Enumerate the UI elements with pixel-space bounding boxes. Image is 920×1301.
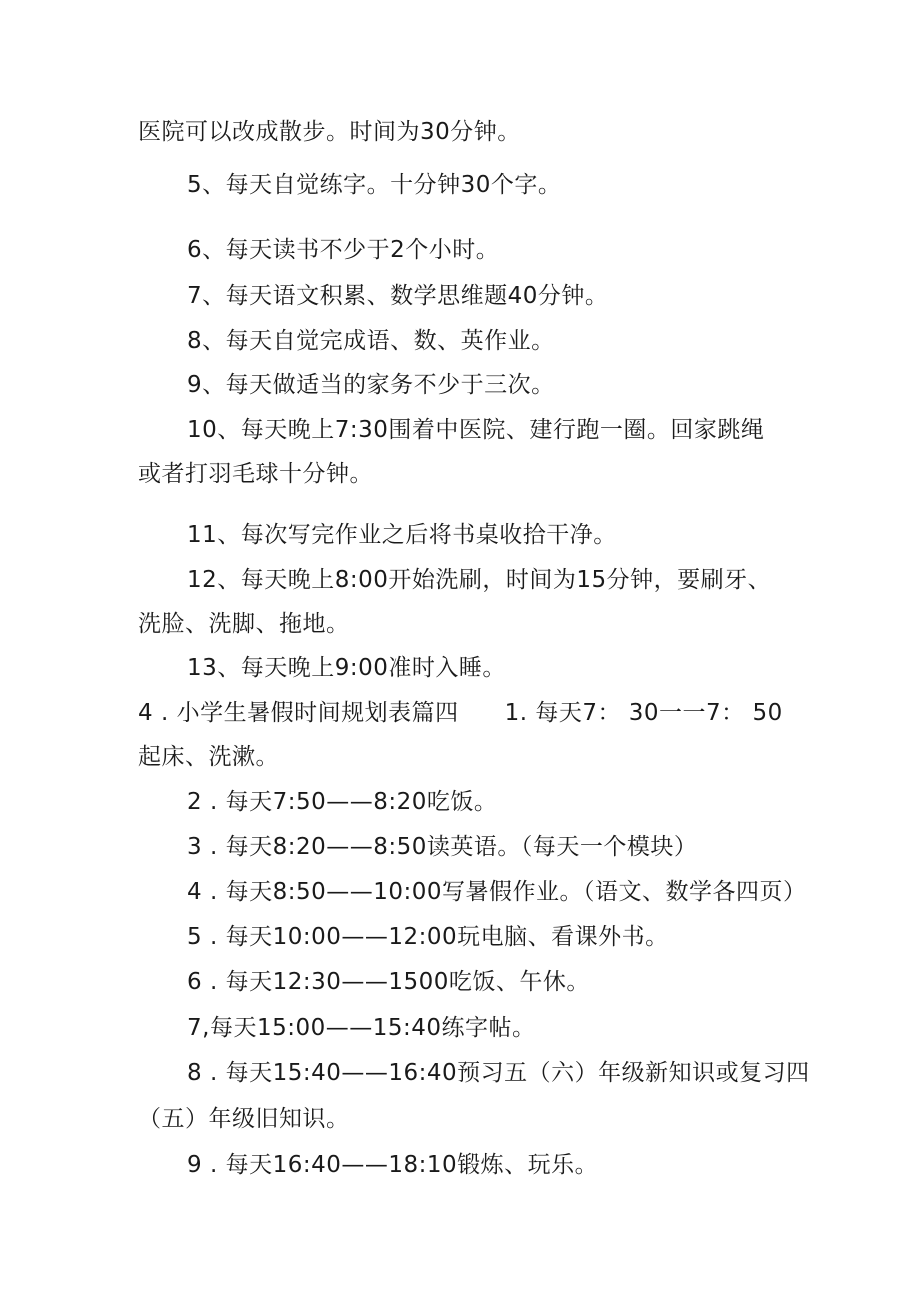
text-line: 13、每天晚上9:00准时入睡。 (187, 655, 506, 681)
text-line: 2 . 每天7:50——8:20吃饭。 (187, 789, 498, 815)
schedule-item-1-start: 1. 每天7： 30一一7： 50 (504, 700, 783, 726)
text-line: 9、每天做适当的家务不少于三次。 (187, 372, 555, 398)
text-line: 11、每次写完作业之后将书桌收拾干净。 (187, 522, 617, 548)
text-line: 8、每天自觉完成语、数、英作业。 (187, 328, 555, 354)
text-line: 洗脸、洗脚、拖地。 (138, 611, 350, 637)
text-line: 5、每天自觉练字。十分钟30个字。 (187, 172, 562, 198)
section-heading-line (138, 698, 783, 728)
text-line: 9 . 每天16:40——18:10锻炼、玩乐。 (187, 1152, 599, 1178)
text-line: 5 . 每天10:00——12:00玩电脑、看课外书。 (187, 924, 669, 950)
text-line: （五）年级旧知识。 (138, 1106, 350, 1132)
text-line: 3 . 每天8:20——8:50读英语。（每天一个模块） (187, 834, 698, 860)
text-line: 或者打羽毛球十分钟。 (138, 461, 373, 487)
text-line: 6、每天读书不少于2个小时。 (187, 237, 500, 263)
text-line: 医院可以改成散步。时间为30分钟。 (138, 119, 521, 145)
text-line: 4 . 每天8:50——10:00写暑假作业。（语文、数学各四页） (187, 879, 807, 905)
text-line: 7、每天语文积累、数学思维题40分钟。 (187, 283, 609, 309)
text-line: 8 . 每天15:40——16:40预习五（六）年级新知识或复习四 (187, 1060, 810, 1086)
text-line: 12、每天晚上8:00开始洗刷，时间为15分钟，要刷牙、 (187, 567, 772, 593)
text-line: 起床、洗漱。 (138, 744, 279, 770)
text-line: 7,每天15:00——15:40练字帖。 (187, 1015, 536, 1041)
text-line: 10、每天晚上7:30围着中医院、建行跑一圈。回家跳绳 (187, 417, 765, 443)
section-heading: 4 . 小学生暑假时间规划表篇四 (138, 700, 459, 726)
text-line: 6 . 每天12:30——1500吃饭、午休。 (187, 969, 590, 995)
